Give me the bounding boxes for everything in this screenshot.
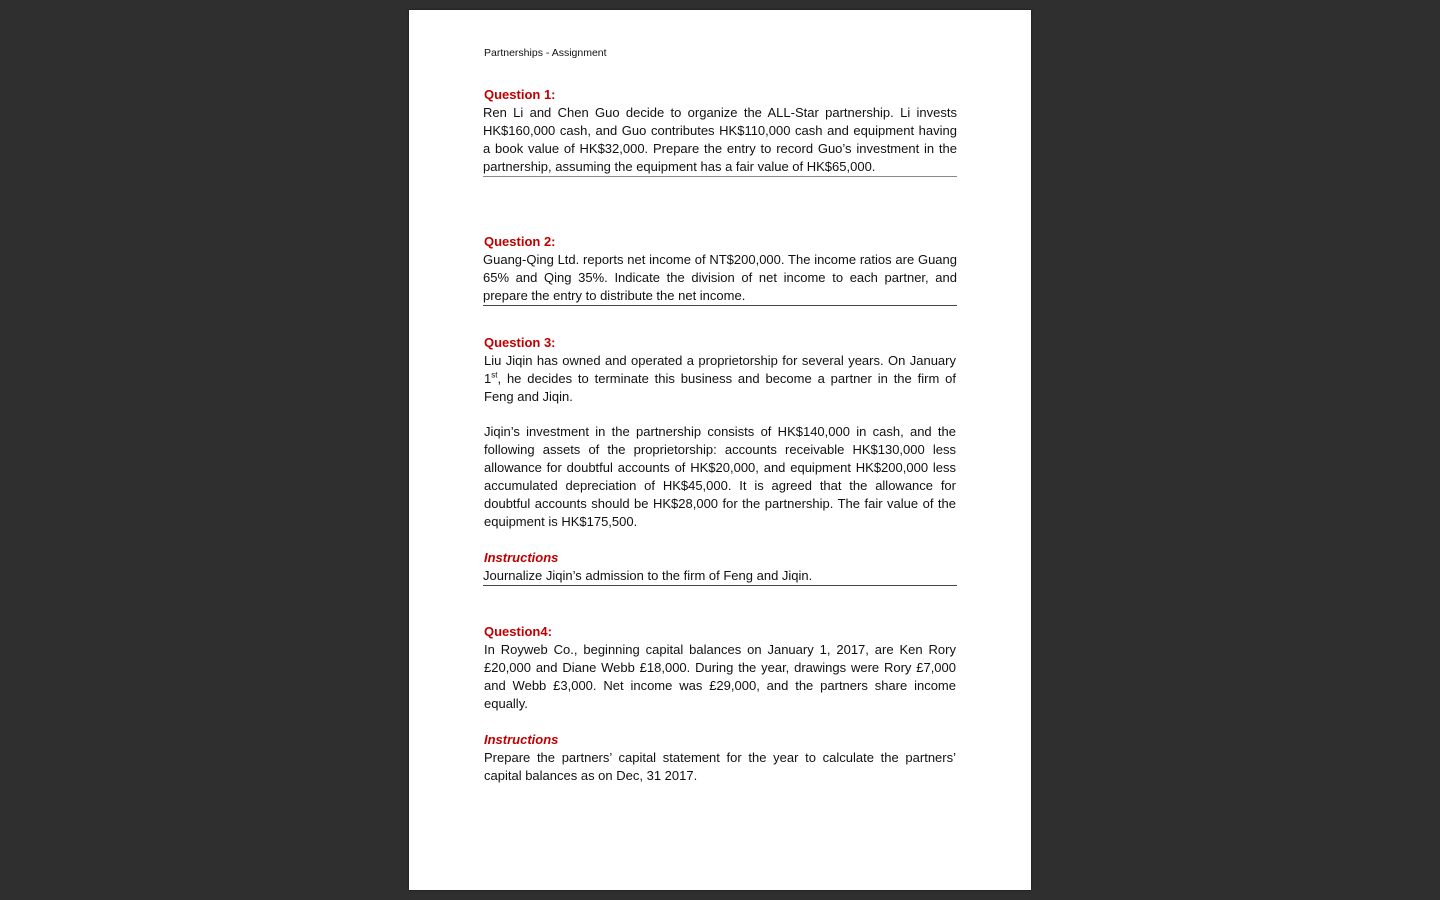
question-2-body-wrap <box>483 251 957 306</box>
question-3-p1-end: , he decides to terminate this business and become a partner in the firm of Feng and Jiqin. <box>484 371 956 404</box>
question-3 <box>484 334 956 586</box>
question-1-text: Ren Li and Chen Guo decide to organize the ALL-Star partnership. Li invests HK$160,000 cash, and Guo contributes HK$110,000 cash and equipment having a book value of HK$32,000. Prepare the entry to record Guo’s investment in the partnership, assuming the equipment has a fair value of HK$65,000. <box>483 105 957 174</box>
question-3-paragraph-2: Jiqin’s investment in the partnership consists of HK$140,000 in cash, and the following assets of the proprietorship: accounts receivable HK$130,000 less allowance for doubtful accounts of HK$20,000, and equipment HK$200,000 less accumulated depreciation of HK$45,000. It is agreed that the allowance for doubtful accounts should be HK$28,000 for the partnership. The fair value of the equipment is HK$175,500. <box>484 424 956 529</box>
question-3-title: Question 3: <box>484 335 556 350</box>
question-1 <box>484 86 956 177</box>
question-4-instructions-title: Instructions <box>484 732 559 747</box>
question-3-p1-start: Liu Jiqin has owned and operated a proprietorship for several years. On January 1 <box>484 353 956 386</box>
page-content <box>484 46 956 785</box>
question-2-title: Question 2: <box>484 234 556 249</box>
question-2 <box>484 233 956 306</box>
document-page <box>409 10 1031 890</box>
question-1-body-wrap <box>483 104 957 177</box>
question-4-title: Question4: <box>484 624 552 639</box>
page-header: Partnerships - Assignment <box>484 47 607 59</box>
question-3-instructions-text: Journalize Jiqin’s admission to the firm of Feng and Jiqin. <box>483 568 813 583</box>
question-2-text: Guang-Qing Ltd. reports net income of NT$200,000. The income ratios are Guang 65% and Qing 35%. Indicate the division of net income to each partner, and prepare the entry to distribute the net income. <box>483 252 957 303</box>
question-3-instructions-title: Instructions <box>484 550 559 565</box>
question-4-instructions-text: Prepare the partners’ capital statement for the year to calculate the partners’ capital balances as on Dec, 31 2017. <box>484 750 956 783</box>
question-3-paragraph-1 <box>484 352 956 406</box>
question-1-title: Question 1: <box>484 87 556 102</box>
question-4 <box>484 623 956 785</box>
ordinal-suffix: st <box>491 370 498 380</box>
question-3-instructions-wrap <box>483 567 957 586</box>
question-4-paragraph-1: In Royweb Co., beginning capital balances on January 1, 2017, are Ken Rory £20,000 and Diane Webb £18,000. During the year, drawings were Rory £7,000 and Webb £3,000. Net income was £29,000, and the partners share income equally. <box>484 642 956 711</box>
